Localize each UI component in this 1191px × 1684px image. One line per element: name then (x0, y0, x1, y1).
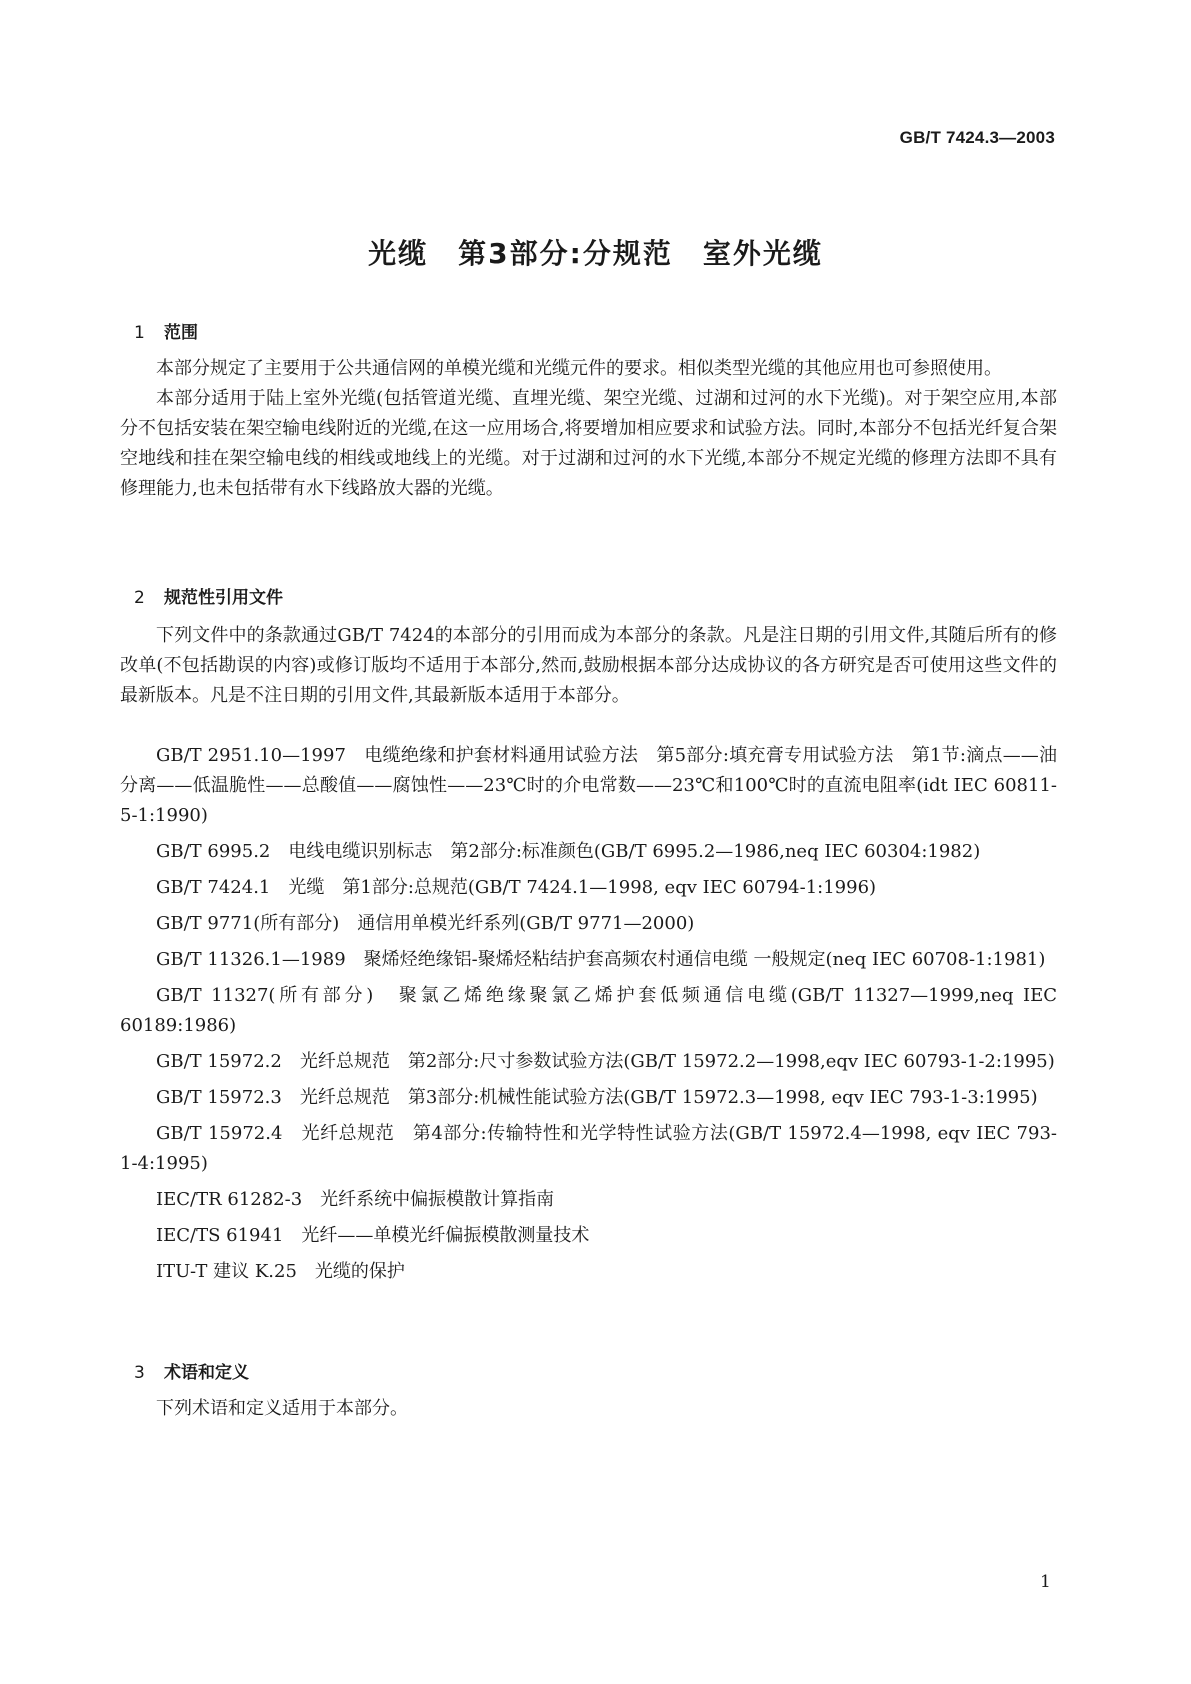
paragraph: 下列术语和定义适用于本部分。 (156, 1398, 408, 1419)
section-title: 范围 (164, 323, 198, 343)
reference-item: GB/T 7424.1 光缆 第1部分:总规范(GB/T 7424.1—1998, eqv IEC 60794-1:1996) (156, 877, 877, 898)
section-heading-scope (134, 318, 1054, 343)
reference-list (120, 741, 1057, 1293)
section-number: 3 (134, 1363, 145, 1383)
reference-item: GB/T 15972.2 光纤总规范 第2部分:尺寸参数试验方法(GB/T 15972.2—1998,eqv IEC 60793-1-2:1995) (156, 1051, 1055, 1072)
reference-item: GB/T 2951.10—1997 电缆绝缘和护套材料通用试验方法 第5部分:填充膏专用试验方法 第1节:滴点——油分离——低温脆性——总酸值——腐蚀性——23℃时的介电常数——23℃和100℃时的直流电阻率(idt IEC 60811-5-1:1990) (120, 745, 1057, 826)
page-number: 1 (1040, 1572, 1051, 1592)
section-body-scope (120, 354, 1057, 504)
reference-item: ITU-T 建议 K.25 光缆的保护 (156, 1261, 405, 1282)
paragraph: 本部分适用于陆上室外光缆(包括管道光缆、直埋光缆、架空光缆、过湖和过河的水下光缆)。对于架空应用,本部分不包括安装在架空输电线附近的光缆,在这一应用场合,将要增加相应要求和试验方法。同时,本部分不包括光纤复合架空地线和挂在架空输电线的相线或地线上的光缆。对于过湖和过河的水下光缆,本部分不规定光缆的修理方法即不具有修理能力,也未包括带有水下线路放大器的光缆。 (120, 388, 1057, 499)
reference-item: IEC/TR 61282-3 光纤系统中偏振模散计算指南 (156, 1189, 555, 1210)
section-number: 2 (134, 588, 145, 608)
reference-item: GB/T 15972.3 光纤总规范 第3部分:机械性能试验方法(GB/T 15972.3—1998, eqv IEC 793-1-3:1995) (156, 1087, 1038, 1108)
section-title: 术语和定义 (164, 1363, 249, 1383)
document-title: 光缆 第3部分:分规范 室外光缆 (368, 237, 823, 270)
reference-item: GB/T 11327(所有部分) 聚氯乙烯绝缘聚氯乙烯护套低频通信电缆(GB/T 11327—1999,neq IEC 60189:1986) (120, 985, 1057, 1036)
reference-item: IEC/TS 61941 光纤——单模光纤偏振模散测量技术 (156, 1225, 590, 1246)
reference-item: GB/T 15972.4 光纤总规范 第4部分:传输特性和光学特性试验方法(GB/T 15972.4—1998, eqv IEC 793-1-4:1995) (120, 1123, 1057, 1174)
paragraph: 本部分规定了主要用于公共通信网的单模光缆和光缆元件的要求。相似类型光缆的其他应用也可参照使用。 (156, 358, 1002, 379)
reference-item: GB/T 11326.1—1989 聚烯烃绝缘铝-聚烯烃粘结护套高频农村通信电缆 一般规定(neq IEC 60708-1:1981) (156, 949, 1046, 970)
section-body-normative-references (120, 621, 1057, 711)
section-number: 1 (134, 323, 145, 343)
paragraph: 下列文件中的条款通过GB/T 7424的本部分的引用而成为本部分的条款。凡是注日期的引用文件,其随后所有的修改单(不包括勘误的内容)或修订版均不适用于本部分,然而,鼓励根据本部分达成协议的各方研究是否可使用这些文件的最新版本。凡是不注日期的引用文件,其最新版本适用于本部分。 (120, 625, 1057, 706)
section-heading-terms-definitions (134, 1358, 1054, 1383)
section-title: 规范性引用文件 (164, 588, 283, 608)
reference-item: GB/T 9771(所有部分) 通信用单模光纤系列(GB/T 9771—2000) (156, 913, 695, 934)
section-body-terms-definitions (120, 1394, 1057, 1424)
standard-number: GB/T 7424.3—2003 (899, 128, 1055, 147)
section-heading-normative-references (134, 583, 1054, 608)
reference-item: GB/T 6995.2 电线电缆识别标志 第2部分:标准颜色(GB/T 6995.2—1986,neq IEC 60304:1982) (156, 841, 981, 862)
